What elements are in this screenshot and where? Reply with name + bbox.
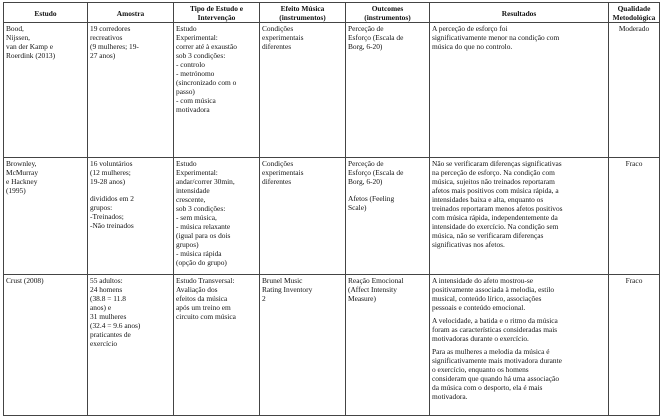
text-line: motivadora.: [432, 392, 468, 402]
cell-qualidade: Moderado: [609, 23, 660, 158]
text-line: (sincronizado com o: [176, 78, 237, 88]
text-line: Experimental:: [176, 168, 218, 178]
studies-table: [3, 2, 660, 416]
text-line: A perceção de esforço foi: [432, 24, 508, 34]
header-outcomes: Outcomes (instrumentos): [346, 3, 430, 23]
text-line: treinados reportaram menos afetos positivos: [432, 204, 563, 214]
cell-tipo: [174, 158, 260, 275]
cell-resultados: [430, 158, 609, 275]
cell-efeito: [260, 23, 346, 158]
cell-outcomes: [346, 158, 430, 275]
text-line: Condições: [262, 24, 294, 34]
text-line: Brunel Music: [262, 276, 303, 286]
text-line: (igual para os dois: [176, 231, 231, 241]
header-qualidade: Qualidade Metodológica: [609, 3, 660, 23]
cell-tipo: [174, 275, 260, 416]
cell-outcomes: [346, 23, 430, 158]
text-line: (9 mulheres; 19-: [90, 42, 139, 52]
header-efeito: Efeito Música (instrumentos): [260, 3, 346, 23]
text-line: com música rápida, independentemente da: [432, 213, 558, 223]
text-line: experimentais: [262, 33, 304, 43]
text-line: 24 homens: [90, 285, 123, 295]
text-line: motivadoras durante o exercício.: [432, 334, 529, 344]
text-line: Condições: [262, 159, 294, 169]
text-line: Borg, 6-20): [348, 177, 383, 187]
text-line: Esforço (Escala de: [348, 33, 404, 43]
text-line: pessoais e conteúdo emocional.: [432, 303, 526, 313]
text-line: (32.4 = 9.6 anos): [90, 321, 141, 331]
cell-amostra: [88, 158, 174, 275]
text-line: (38.8 = 11.8: [90, 294, 126, 304]
table-row: [4, 23, 660, 158]
text-line: grupos:: [90, 203, 113, 213]
text-line: - música relaxante: [176, 222, 231, 232]
text-line: (Affect Intensity: [348, 285, 397, 295]
text-line: anos) e: [90, 303, 112, 313]
text-line: divididos em 2: [90, 194, 134, 204]
cell-tipo: [174, 23, 260, 158]
text-line: e Hackney: [6, 177, 38, 187]
text-line: consideram que quando há uma associação: [432, 374, 560, 384]
text-line: significativas nos afetos.: [432, 240, 505, 250]
text-line: sob 3 condições:: [176, 51, 226, 61]
cell-estudo: [4, 275, 88, 416]
text-line: intensidades baixa e alta, enquanto os: [432, 195, 544, 205]
cell-efeito: [260, 275, 346, 416]
text-line: van der Kamp e: [6, 42, 53, 52]
text-line: Measure): [348, 294, 376, 304]
cell-estudo: [4, 23, 88, 158]
cell-qualidade: Fraco: [609, 158, 660, 275]
text-line: da música com o desporto, ela é mais: [432, 383, 543, 393]
text-line: Nijssen,: [6, 33, 31, 43]
table-row: [4, 275, 660, 416]
table-row: [4, 158, 660, 275]
text-line: Não se verificaram diferenças significativas: [432, 159, 562, 169]
text-line: 19-28 anos): [90, 177, 126, 187]
text-line: Perceção de: [348, 24, 384, 34]
text-line: musical, conteúdo lírico, associações: [432, 294, 542, 304]
text-line: diferentes: [262, 177, 292, 187]
text-line: 31 mulheres: [90, 312, 127, 322]
cell-resultados: [430, 23, 609, 158]
text-line: Estudo: [176, 24, 197, 34]
text-line: Perceção de: [348, 159, 384, 169]
text-line: foram as características consideradas mais: [432, 325, 558, 335]
text-line: significativamente mais motivadora durante: [432, 356, 562, 366]
text-line: experimentais: [262, 168, 304, 178]
text-line: música do que no controlo.: [432, 42, 513, 52]
text-line: andar/correr 30min,: [176, 177, 235, 187]
text-line: - controlo: [176, 60, 205, 70]
text-line: - sem música,: [176, 213, 217, 223]
text-line: Scale): [348, 203, 367, 213]
text-line: afetos mais positivos com música rápida, a: [432, 186, 559, 196]
text-line: Para as mulheres a melodia da música é: [432, 347, 550, 357]
text-line: Avaliação dos: [176, 285, 218, 295]
text-line: intensidade do exercício. Na condição sem: [432, 222, 559, 232]
text-line: significativamente menor na condição com: [432, 33, 560, 43]
text-line: (1995): [6, 186, 26, 196]
text-line: McMurray: [6, 168, 39, 178]
paragraph-gap: [348, 186, 427, 194]
cell-qualidade: Fraco: [609, 275, 660, 416]
text-line: circuito com música: [176, 312, 236, 322]
paragraph-gap: [90, 186, 171, 194]
text-line: Brownley,: [6, 159, 37, 169]
text-line: diferentes: [262, 42, 292, 52]
text-line: positivamente associada à melodia, estilo: [432, 285, 555, 295]
text-line: efeitos da música: [176, 294, 228, 304]
text-line: Bood,: [6, 24, 24, 34]
cell-efeito: [260, 158, 346, 275]
text-line: recreativos: [90, 33, 123, 43]
text-line: Estudo Transversal:: [176, 276, 235, 286]
text-line: motivadora: [176, 105, 210, 115]
text-line: praticantes de: [90, 330, 131, 340]
text-line: - metrónomo: [176, 69, 215, 79]
text-line: na perceção de esforço. Na condição com: [432, 168, 555, 178]
text-line: música, sujeitos não treinados reportaram: [432, 177, 555, 187]
text-line: Borg, 6-20): [348, 42, 383, 52]
text-line: A velocidade, a batida e o ritmo da música: [432, 316, 558, 326]
text-line: passo): [176, 87, 195, 97]
cell-outcomes: [346, 275, 430, 416]
text-line: -Não treinados: [90, 221, 134, 231]
header-resultados: Resultados: [430, 3, 609, 23]
text-line: Rating Inventory: [262, 285, 313, 295]
text-line: A intensidade do afeto mostrou-se: [432, 276, 533, 286]
cell-amostra: [88, 275, 174, 416]
text-line: sob 3 condições:: [176, 204, 226, 214]
text-line: - música rápida: [176, 249, 222, 259]
header-estudo: Estudo: [4, 3, 88, 23]
text-line: exercício: [90, 339, 118, 349]
text-line: intensidade: [176, 186, 210, 196]
text-line: após um treino em: [176, 303, 231, 313]
text-line: crescente,: [176, 195, 206, 205]
text-line: 19 corredores: [90, 24, 131, 34]
text-line: o exercício, enquanto os homens: [432, 365, 529, 375]
text-line: 2: [262, 294, 266, 304]
text-line: 16 voluntários: [90, 159, 133, 169]
text-line: 55 adultos:: [90, 276, 123, 286]
text-line: Estudo: [176, 159, 197, 169]
header-tipo: Tipo de Estudo e Intervenção: [174, 3, 260, 23]
text-line: música, não se verificaram diferenças: [432, 231, 544, 241]
text-line: Afetos (Feeling: [348, 194, 395, 204]
text-line: 27 anos): [90, 51, 116, 61]
text-line: correr até à exaustão: [176, 42, 237, 52]
cell-resultados: [430, 275, 609, 416]
header-amostra: Amostra: [88, 3, 174, 23]
text-line: (opção do grupo): [176, 258, 227, 268]
text-line: Experimental:: [176, 33, 218, 43]
cell-amostra: [88, 23, 174, 158]
text-line: grupos): [176, 240, 199, 250]
text-line: (12 mulheres;: [90, 168, 131, 178]
text-line: Esforço (Escala de: [348, 168, 404, 178]
text-line: Crust (2008): [6, 276, 44, 286]
text-line: -Treinados;: [90, 212, 124, 222]
header-row: [4, 3, 660, 23]
text-line: Reação Emocional: [348, 276, 404, 286]
cell-estudo: [4, 158, 88, 275]
text-line: Roerdink (2013): [6, 51, 56, 61]
text-line: - com música: [176, 96, 216, 106]
